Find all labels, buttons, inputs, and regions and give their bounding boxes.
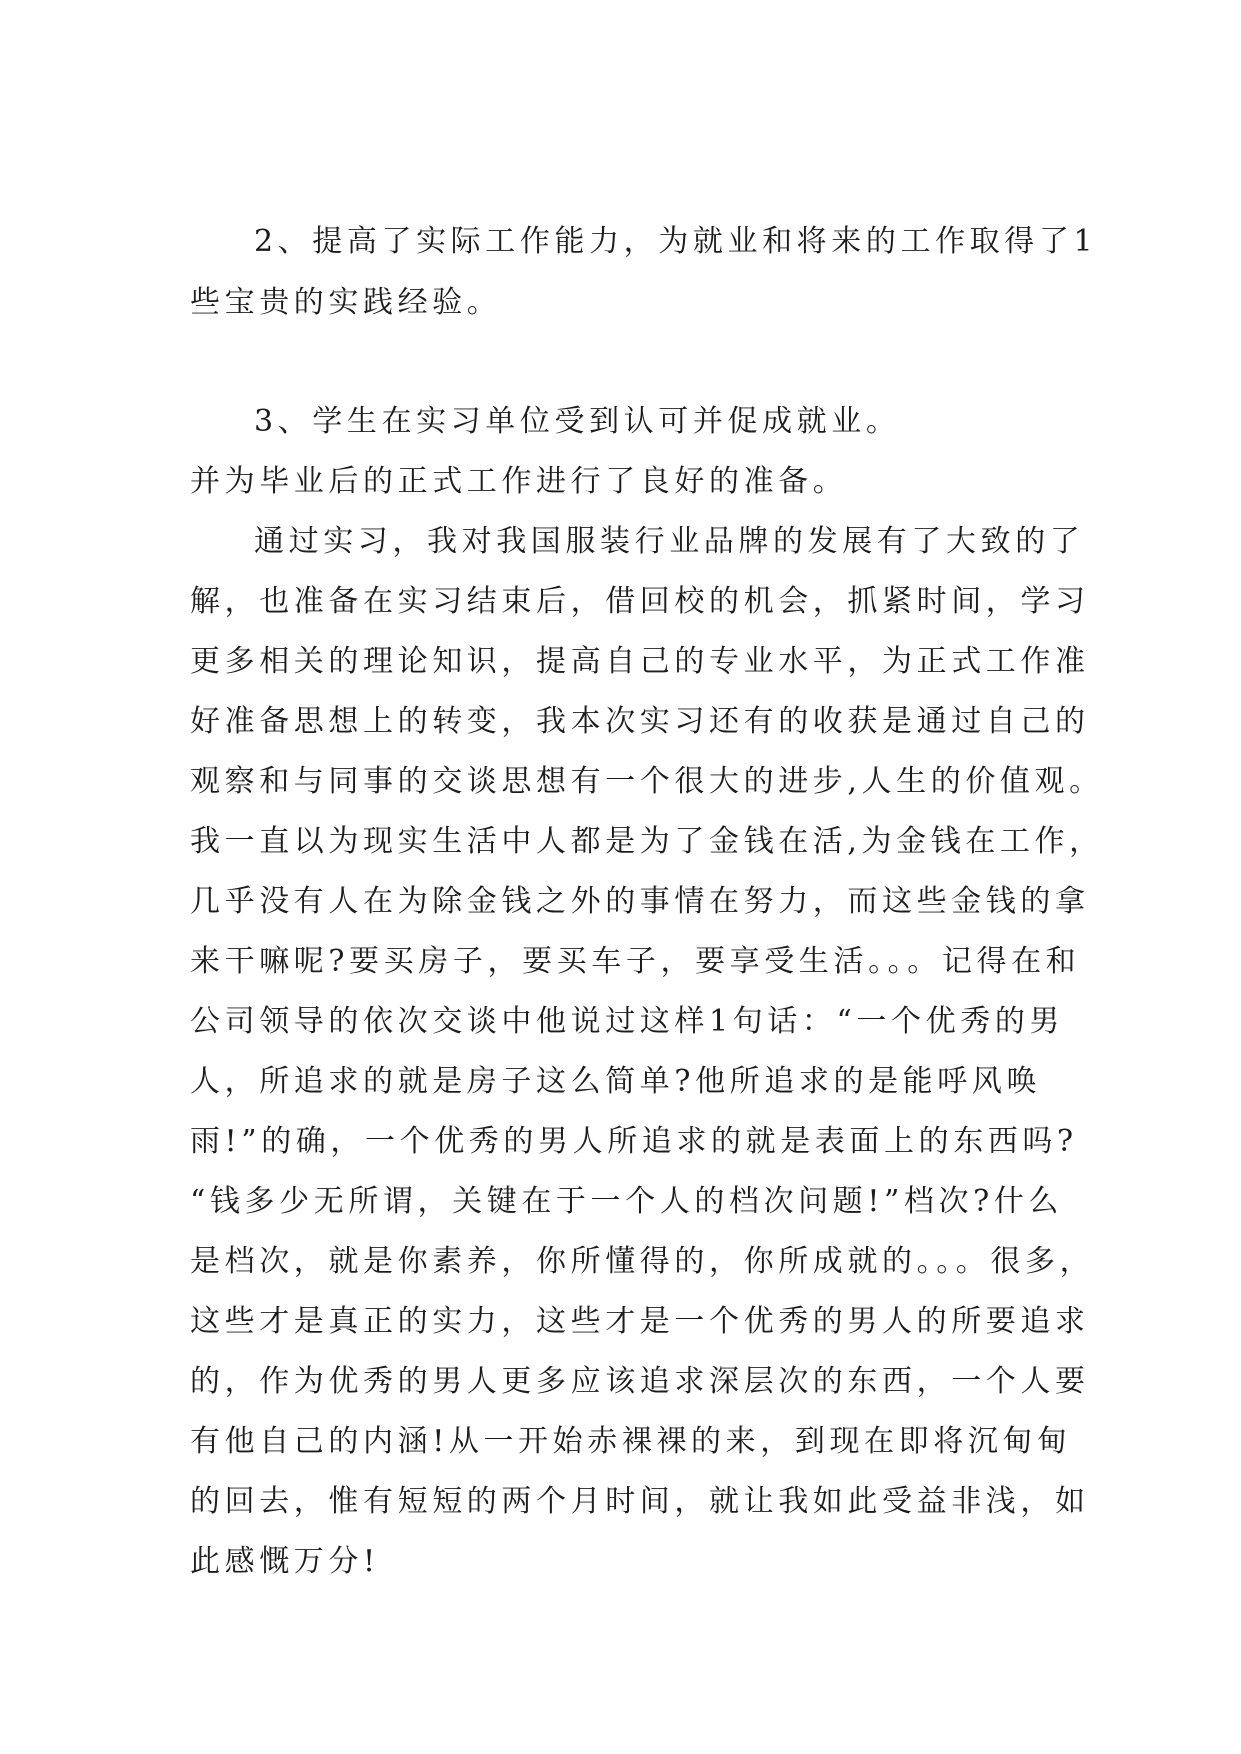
paragraph-4-line-6: 我一直以为现实生活中人都是为了金钱在活,为金钱在工作， bbox=[190, 824, 1104, 859]
paragraph-3-line-1: 3、学生在实习单位受到认可并促成就业。 bbox=[254, 404, 901, 439]
paragraph-4-line-10: 人，所追求的就是房子这么简单?他所追求的是能呼风唤 bbox=[190, 1064, 1042, 1099]
paragraph-2-line-1: 2、提高了实际工作能力，为就业和将来的工作取得了1 bbox=[254, 224, 1098, 259]
paragraph-4-line-1: 通过实习，我对我国服装行业品牌的发展有了大致的了 bbox=[254, 524, 1085, 559]
paragraph-4-line-17: 的回去，惟有短短的两个月时间，就让我如此受益非浅，如 bbox=[190, 1484, 1090, 1519]
paragraph-4-line-18: 此感慨万分! bbox=[190, 1544, 380, 1579]
paragraph-4-line-14: 这些才是真正的实力，这些才是一个优秀的男人的所要追求 bbox=[190, 1304, 1090, 1339]
paragraph-4-line-3: 更多相关的理论知识，提高自己的专业水平，为正式工作准 bbox=[190, 644, 1090, 679]
paragraph-3-line-2: 并为毕业后的正式工作进行了良好的准备。 bbox=[190, 464, 848, 499]
paragraph-4-line-12: “钱多少无所谓，关键在于一个人的档次问题!”档次?什么 bbox=[190, 1184, 1064, 1219]
paragraph-4-line-13: 是档次，就是你素养，你所懂得的，你所成就的。。。很多， bbox=[190, 1244, 1095, 1279]
paragraph-4-line-4: 好准备思想上的转变，我本次实习还有的收获是通过自己的 bbox=[190, 704, 1090, 739]
paragraph-4-line-5: 观察和与同事的交谈思想有一个很大的进步,人生的价值观。 bbox=[190, 764, 1104, 799]
paragraph-4-line-8: 来干嘛呢?要买房子，要买车子，要享受生活。。。记得在和 bbox=[190, 944, 1081, 979]
paragraph-4-line-15: 的，作为优秀的男人更多应该追求深层次的东西，一个人要 bbox=[190, 1364, 1090, 1399]
paragraph-4-line-9: 公司领导的依次交谈中他说过这样1句话：“一个优秀的男 bbox=[190, 1004, 1065, 1039]
paragraph-4-line-2: 解，也准备在实习结束后，借回校的机会，抓紧时间，学习 bbox=[190, 584, 1090, 619]
paragraph-4-line-7: 几乎没有人在为除金钱之外的事情在努力，而这些金钱的拿 bbox=[190, 884, 1090, 919]
paragraph-4-line-16: 有他自己的内涵!从一开始赤裸裸的来，到现在即将沉甸甸 bbox=[190, 1424, 1072, 1459]
paragraph-2-line-2: 些宝贵的实践经验。 bbox=[190, 285, 502, 320]
paragraph-4-line-11: 雨!”的确，一个优秀的男人所追求的就是表面上的东西吗? bbox=[190, 1124, 1078, 1159]
